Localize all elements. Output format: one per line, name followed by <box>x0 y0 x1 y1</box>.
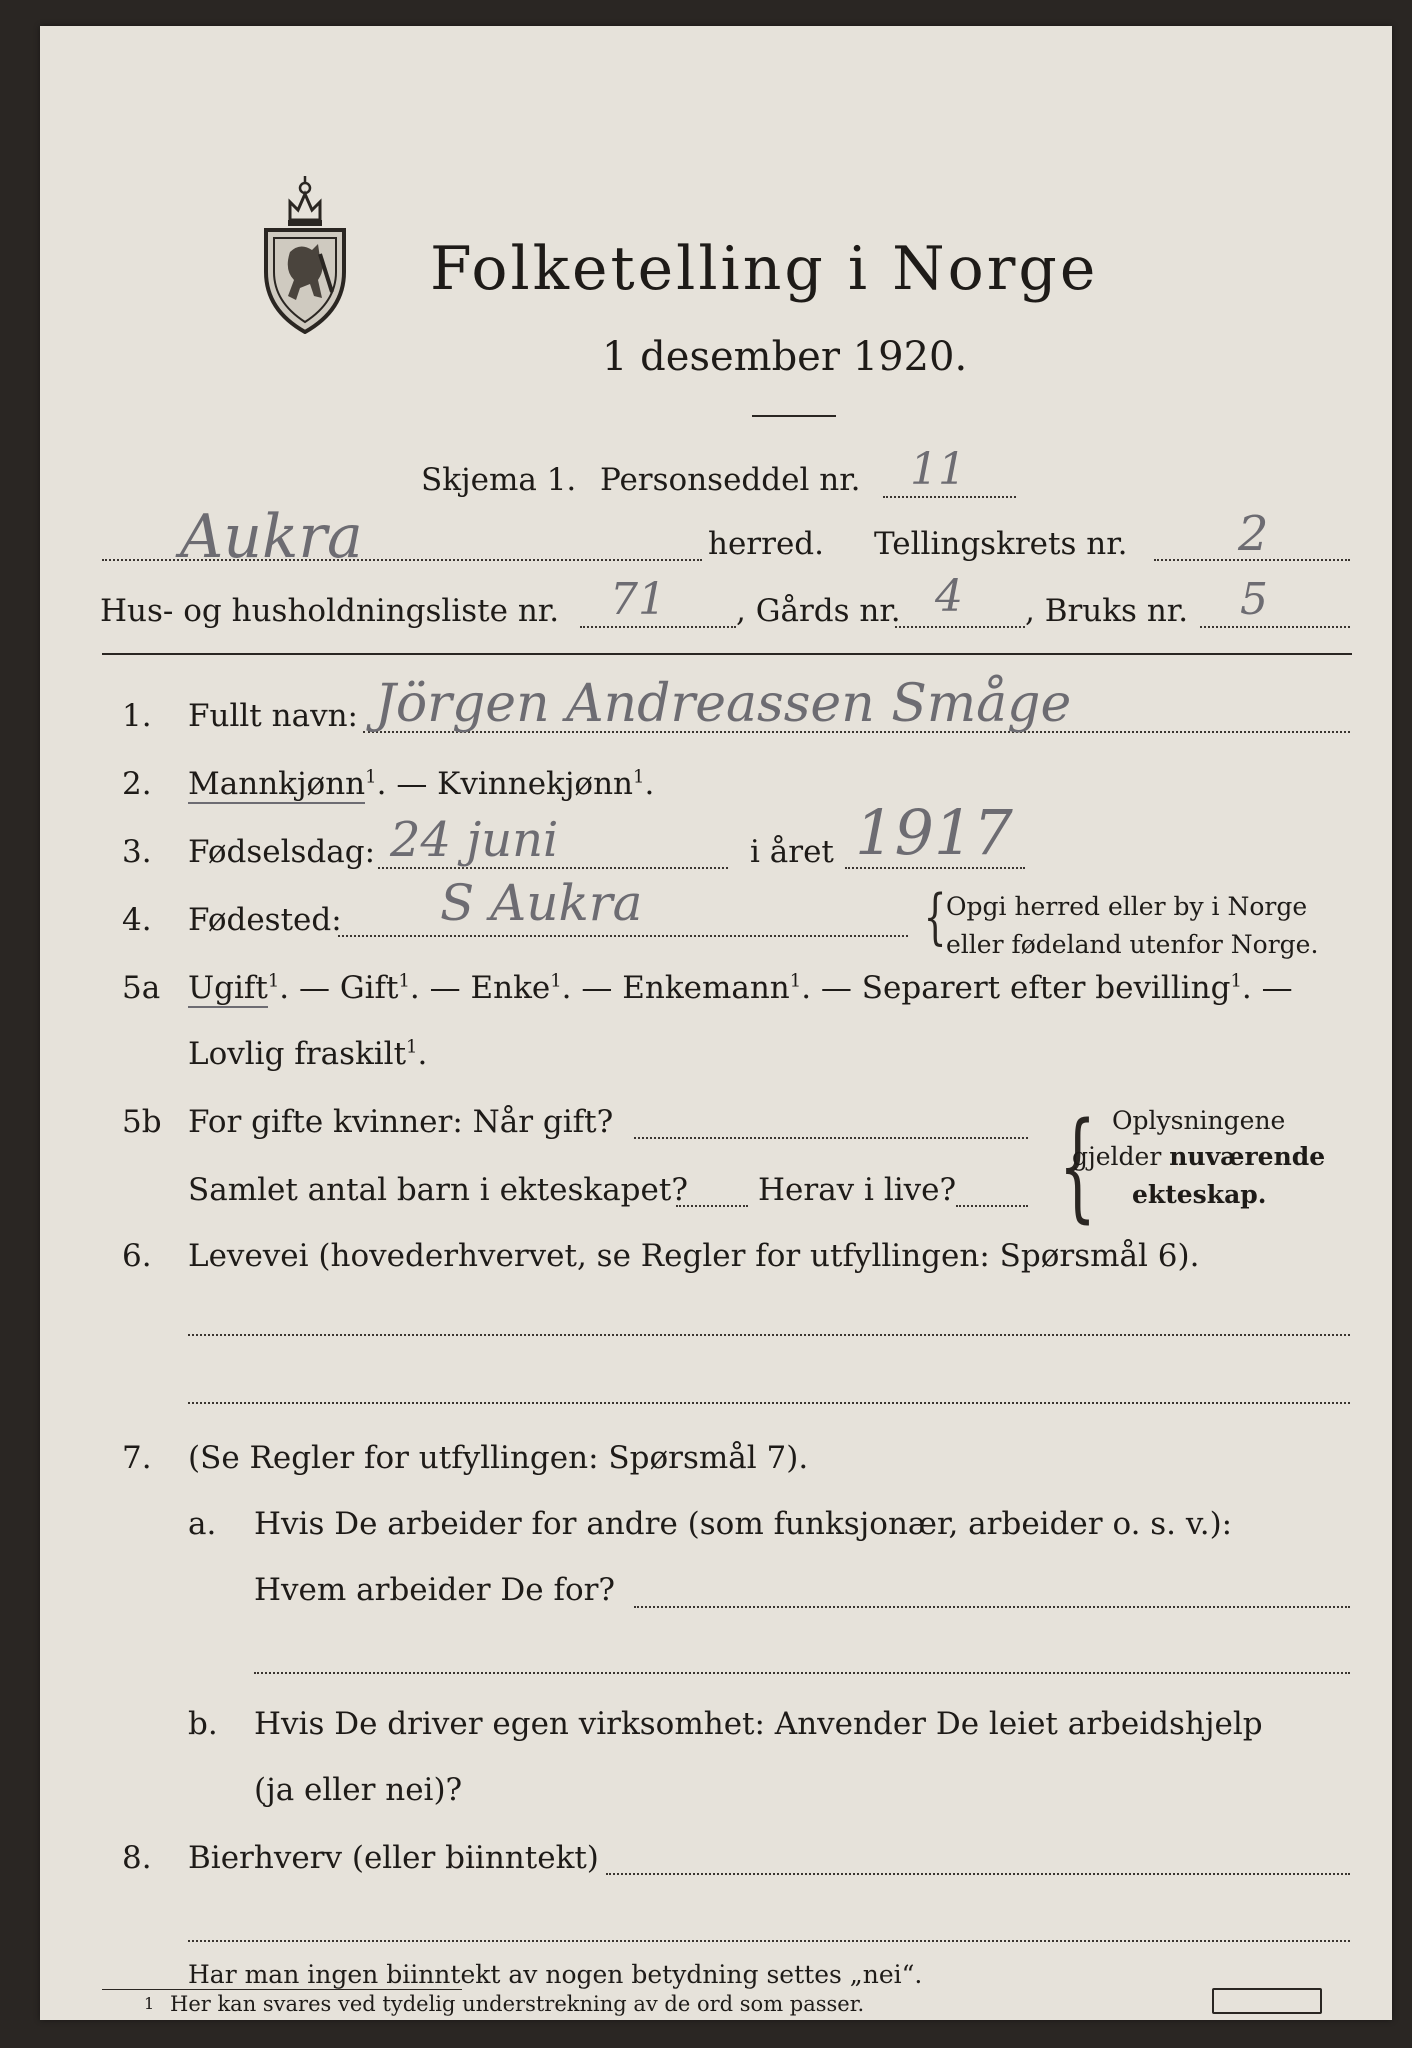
q4-note-brace: { <box>923 882 947 952</box>
q5b-note2: gjelder nuværende <box>1072 1142 1326 1171</box>
enke-option[interactable]: Enke <box>470 970 551 1006</box>
q4-label: Fødested: <box>188 902 342 938</box>
q4-note-line2: eller fødeland utenfor Norge. <box>946 930 1319 959</box>
q7b-question: (ja eller nei)? <box>254 1772 463 1808</box>
herred-label: herred. <box>708 526 824 562</box>
q3-label: Fødselsdag: <box>188 834 376 870</box>
personseddel-value[interactable]: 11 <box>910 444 966 495</box>
q5b-live-line <box>956 1205 1028 1207</box>
q7a-question: Hvem arbeider De for? <box>254 1572 616 1608</box>
q7a-line2 <box>254 1672 1350 1674</box>
printer-stamp-icon <box>1212 1988 1322 2014</box>
q8-number: 8. <box>122 1840 152 1876</box>
q1-label: Fullt navn: <box>188 698 358 734</box>
q2-number: 2. <box>122 766 152 802</box>
herred-value[interactable]: Aukra <box>180 502 363 572</box>
q7b-letter: b. <box>188 1706 218 1742</box>
female-option[interactable]: Kvinnekjønn <box>437 766 634 802</box>
ugift-option[interactable]: Ugift <box>188 970 268 1006</box>
q5b-note3: ekteskap. <box>1132 1180 1267 1209</box>
bruks-value[interactable]: 5 <box>1240 574 1268 625</box>
separert-option[interactable]: Separert efter bevilling <box>861 970 1231 1006</box>
bruks-label: , Bruks nr. <box>1025 593 1189 629</box>
q7-number: 7. <box>122 1440 152 1476</box>
bruks-line <box>1200 626 1350 628</box>
q1-number: 1. <box>122 698 152 734</box>
form-title: Folketelling i Norge <box>430 234 1099 304</box>
enkemann-option[interactable]: Enkemann <box>622 970 790 1006</box>
q4-note-line1: Opgi herred eller by i Norge <box>946 892 1308 921</box>
q5b-barn-line <box>676 1205 748 1207</box>
fraskilt-option[interactable]: Lovlig fraskilt <box>188 1036 407 1072</box>
q6-label: Levevei (hovederhvervet, se Regler for utfyllingen: Spørsmål 6). <box>188 1238 1200 1274</box>
q8-line1 <box>606 1873 1350 1875</box>
q5b-line2b: Herav i live? <box>758 1172 957 1208</box>
q3-year-label: i året <box>750 834 834 870</box>
full-name-value[interactable]: Jörgen Andreassen Småge <box>375 674 1072 734</box>
sex-options: Mannkjønn$^1$. — Kvinnekjønn$^1$. <box>188 766 655 802</box>
skjema-label: Skjema 1. <box>421 462 577 498</box>
census-form <box>40 26 1392 2020</box>
q5b-note1: Oplysningene <box>1112 1106 1286 1135</box>
q6-line1 <box>188 1334 1350 1336</box>
personseddel-label: Personseddel nr. <box>600 462 861 498</box>
q7a-text: Hvis De arbeider for andre (som funksjonær, arbeider o. s. v.): <box>254 1506 1233 1542</box>
marital-options-2: Lovlig fraskilt$^1$. <box>188 1036 428 1072</box>
q8-label: Bierhverv (eller biinntekt) <box>188 1840 599 1876</box>
marital-options: Ugift$^1$. — Gift$^1$. — Enke$^1$. — Enkemann$^1$. — Separert efter bevilling$^1$. — <box>188 970 1293 1006</box>
q8-note: Har man ingen biinntekt av nogen betydning settes „nei“. <box>188 1960 923 1989</box>
q6-number: 6. <box>122 1238 152 1274</box>
husliste-label: Hus- og husholdningsliste nr. <box>100 593 560 629</box>
tellingskrets-value[interactable]: 2 <box>1238 506 1269 562</box>
q5b-note-brace: { <box>1058 1096 1097 1234</box>
husliste-value[interactable]: 71 <box>610 574 666 625</box>
personseddel-line <box>883 496 1016 498</box>
q5a-number: 5a <box>122 970 161 1006</box>
census-date: 1 desember 1920. <box>602 334 968 380</box>
q6-line2 <box>188 1402 1350 1404</box>
q7b-text: Hvis De driver egen virksomhet: Anvender De leiet arbeidshjelp <box>254 1706 1263 1742</box>
footnote-text: Her kan svares ved tydelig understrekning av de ord som passer. <box>170 1992 865 2016</box>
norwegian-coat-of-arms-icon <box>260 172 350 334</box>
q7a-line1 <box>634 1606 1350 1608</box>
footnote-mark: 1 <box>144 1994 155 2013</box>
q7-label: (Se Regler for utfyllingen: Spørsmål 7). <box>188 1440 809 1476</box>
title-divider <box>752 415 836 417</box>
husliste-line <box>580 626 736 628</box>
q7a-letter: a. <box>188 1506 217 1542</box>
male-option[interactable]: Mannkjønn <box>188 766 366 802</box>
gift-option[interactable]: Gift <box>339 970 399 1006</box>
birth-day-value[interactable]: 24 juni <box>390 812 559 868</box>
gards-value[interactable]: 4 <box>935 571 963 622</box>
gards-label: , Gårds nr. <box>736 593 901 629</box>
q4-number: 4. <box>122 902 152 938</box>
gards-line <box>895 626 1025 628</box>
q5b-number: 5b <box>122 1104 162 1140</box>
birth-year-value[interactable]: 1917 <box>855 796 1013 869</box>
q5b-line2a: Samlet antal barn i ekteskapet? <box>188 1172 688 1208</box>
q4-line <box>338 935 908 937</box>
footnote-divider <box>102 1989 462 1990</box>
header-divider <box>102 653 1352 655</box>
tellingskrets-label: Tellingskrets nr. <box>874 526 1128 562</box>
q5b-line1: For gifte kvinner: Når gift? <box>188 1104 614 1140</box>
birthplace-value[interactable]: S Aukra <box>440 874 643 932</box>
q5b-gift-line <box>634 1137 1028 1139</box>
q8-line2 <box>188 1940 1350 1942</box>
q3-number: 3. <box>122 834 152 870</box>
